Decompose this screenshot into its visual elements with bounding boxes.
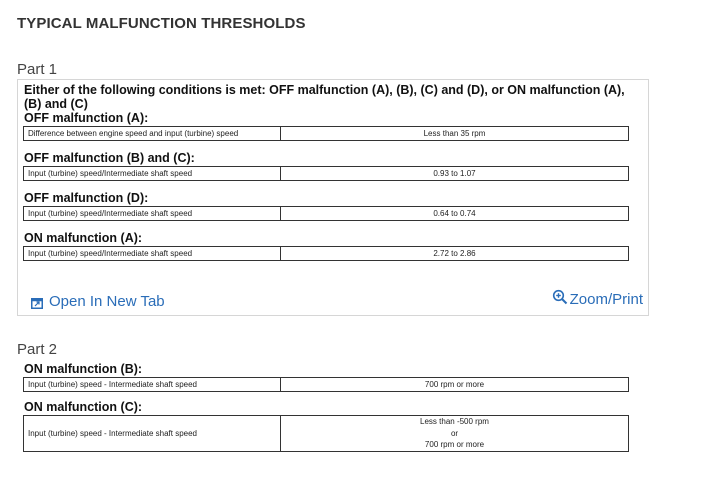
threshold-table	[23, 126, 629, 141]
value-cell: 0.64 to 0.74	[281, 207, 629, 221]
table-row	[24, 378, 629, 392]
part1-content	[23, 83, 643, 261]
magnifier-plus-icon	[552, 289, 568, 305]
zoom-print-link[interactable]	[552, 291, 643, 308]
value-cell: 2.72 to 2.86	[281, 247, 629, 261]
part2-content	[23, 362, 633, 452]
value-cell	[281, 416, 629, 452]
table-row	[24, 167, 629, 181]
section-heading: OFF malfunction (B) and (C):	[24, 151, 195, 165]
part1-footer	[18, 289, 648, 313]
value-line: or	[450, 428, 459, 438]
param-cell: Input (turbine) speed/Intermediate shaft speed	[24, 247, 281, 261]
open-in-new-tab-link[interactable]	[31, 293, 165, 310]
threshold-table	[23, 377, 629, 392]
value-cell: 700 rpm or more	[281, 378, 629, 392]
part2-label: Part 2	[17, 341, 58, 358]
threshold-table	[23, 166, 629, 181]
value-line: 700 rpm or more	[424, 440, 485, 449]
param-cell: Difference between engine speed and input (turbine) speed	[24, 127, 281, 141]
table-row	[24, 207, 629, 221]
table-row	[24, 127, 629, 141]
value-cell: Less than 35 rpm	[281, 127, 629, 141]
section-heading: ON malfunction (C):	[24, 400, 143, 414]
param-cell: Input (turbine) speed/Intermediate shaft speed	[24, 167, 281, 181]
open-in-new-tab-label: Open In New Tab	[49, 293, 165, 310]
part1-label: Part 1	[17, 61, 58, 78]
param-cell: Input (turbine) speed/Intermediate shaft speed	[24, 207, 281, 221]
section-heading: OFF malfunction (D):	[24, 191, 149, 205]
section-heading: ON malfunction (B):	[24, 362, 143, 376]
zoom-print-label: Zoom/Print	[569, 291, 643, 308]
part1-frame	[17, 79, 649, 316]
threshold-table	[23, 415, 629, 452]
section-heading: OFF malfunction (A):	[24, 111, 149, 125]
param-cell: Input (turbine) speed - Intermediate shaft speed	[24, 416, 281, 452]
value-cell: 0.93 to 1.07	[281, 167, 629, 181]
section-heading: ON malfunction (A):	[24, 231, 143, 245]
value-line: Less than -500 rpm	[420, 417, 489, 426]
conditions-text: Either of the following conditions is met: OFF malfunction (A), (B), (C) and (D), or ON malfunction (A), (B) and (C)	[24, 83, 625, 111]
page-title: TYPICAL MALFUNCTION THRESHOLDS	[17, 15, 306, 32]
table-row	[24, 416, 629, 452]
new-tab-icon	[31, 296, 43, 307]
table-row	[24, 247, 629, 261]
param-cell: Input (turbine) speed - Intermediate shaft speed	[24, 378, 281, 392]
threshold-table	[23, 206, 629, 221]
threshold-table	[23, 246, 629, 261]
